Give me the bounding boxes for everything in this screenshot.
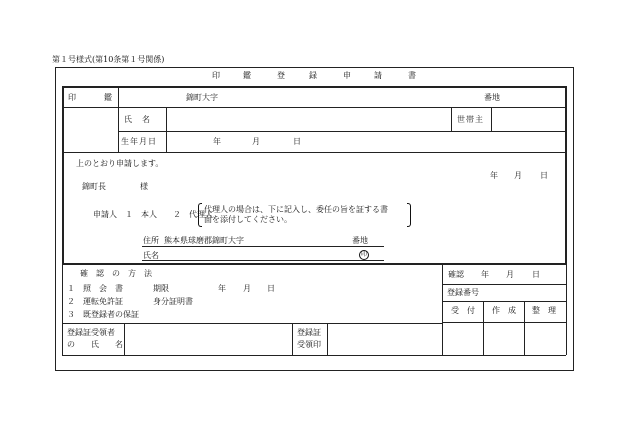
proxy-note: 面を添付してください。 [204, 215, 292, 224]
household-head-label: 世帯主 [457, 115, 484, 124]
honorific: 様 [140, 182, 148, 191]
divider [566, 265, 567, 355]
proxy-note: 代理人の場合は、下に記入し、委任の旨を証する書 [204, 205, 388, 214]
name-label: 氏 名 [124, 115, 151, 124]
confirmed-day: 日 [532, 270, 540, 279]
col-created: 作 成 [492, 306, 516, 315]
name-field[interactable] [168, 109, 452, 131]
proxy-name-label: 氏名 [143, 251, 159, 260]
method-guarantor: ３ 既登録者の保証 [67, 310, 139, 319]
divider [118, 131, 566, 132]
address-underline [142, 246, 384, 247]
confirmed-month: 月 [506, 270, 514, 279]
date-day: 日 [540, 171, 548, 180]
dob-month: 月 [252, 137, 260, 146]
verification-title: 確 認 の 方 法 [80, 269, 152, 278]
proxy-address-value: 熊本県球磨郡錦町大字 [164, 236, 244, 245]
method-inquiry: １ 照 会 書 [67, 284, 123, 293]
divider [491, 108, 492, 131]
name-underline [142, 260, 384, 261]
title-char: 書 [408, 71, 416, 80]
title-char: 登 [277, 71, 285, 80]
divider [166, 108, 167, 152]
household-head-field[interactable] [493, 109, 567, 131]
receipt-seal-label: 登録証 [297, 328, 321, 337]
divider [62, 323, 442, 324]
title-char: 鑑 [243, 71, 251, 80]
divider [327, 323, 328, 355]
title-char: 印 [212, 71, 220, 80]
note-bracket [407, 203, 411, 227]
dob-year: 年 [213, 137, 221, 146]
divider [63, 152, 566, 153]
dob-day: 日 [293, 137, 301, 146]
divider [524, 301, 525, 355]
receipt-seal-label: 受領印 [297, 340, 321, 349]
note-bracket [198, 203, 202, 227]
proxy-address-label: 住所 [143, 236, 159, 245]
divider [442, 265, 443, 355]
dob-label: 生年月日 [121, 137, 157, 146]
deadline-label: 期限 [153, 284, 169, 293]
addressee: 錦町長 [82, 182, 106, 191]
divider [483, 301, 484, 355]
applicant-options: 申請人 １ 本人 ２ 代理人 [93, 210, 213, 219]
date-year: 年 [490, 171, 498, 180]
seal-stamp-icon: 印 [360, 251, 367, 258]
form-number: 第１号様式(第10条第１号関係) [52, 55, 165, 64]
registration-number-label: 登録番号 [447, 288, 479, 297]
deadline-month: 月 [243, 284, 251, 293]
deadline-year: 年 [218, 284, 226, 293]
proxy-address-banchi: 番地 [352, 236, 368, 245]
address-banchi: 番地 [484, 93, 500, 102]
confirmed-year: 年 [481, 270, 489, 279]
deadline-day: 日 [267, 284, 275, 293]
confirmed-label: 確認 [448, 270, 464, 279]
divider [442, 284, 566, 285]
seal-label: 印 [68, 93, 76, 102]
divider [118, 87, 119, 152]
title-char: 請 [374, 71, 382, 80]
method-license: ２ 運転免許証 [67, 297, 123, 306]
method-id-cert: 身分証明書 [153, 297, 193, 306]
recipient-label: 登録証受領者 [67, 328, 115, 337]
address-town: 錦町大字 [186, 93, 218, 102]
statement: 上のとおり申請します。 [76, 159, 164, 168]
col-received: 受 付 [451, 306, 475, 315]
divider [62, 265, 63, 355]
divider [124, 323, 125, 355]
date-month: 月 [514, 171, 522, 180]
seal-label: 鑑 [104, 93, 112, 102]
recipient-label: の 氏 名 [67, 340, 123, 349]
divider [442, 301, 566, 302]
title-char: 録 [309, 71, 317, 80]
recipient-name-field[interactable] [126, 325, 293, 355]
divider [62, 355, 566, 356]
col-arranged: 整 理 [532, 306, 556, 315]
title-char: 申 [343, 71, 351, 80]
divider [442, 322, 566, 323]
